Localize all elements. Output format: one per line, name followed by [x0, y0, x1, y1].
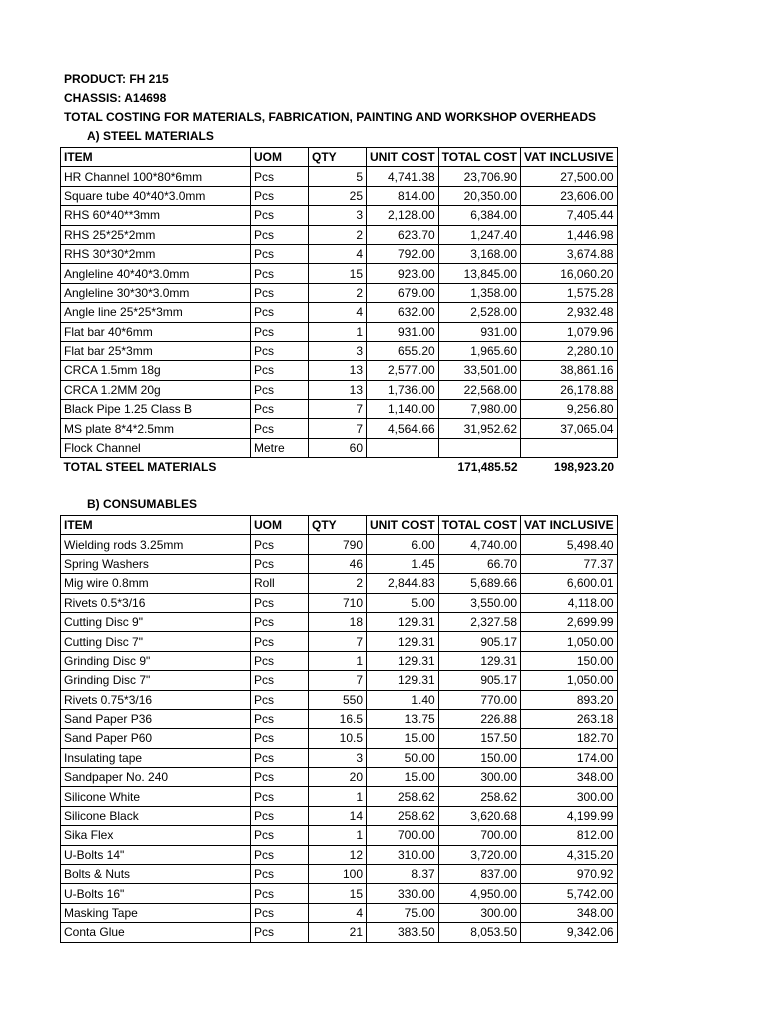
cell-qty: 3 [309, 341, 367, 360]
cell-vat-inclusive: 174.00 [521, 748, 618, 767]
table-row [61, 322, 618, 341]
cell-vat-inclusive: 263.18 [521, 709, 618, 728]
cell-vat-inclusive: 970.92 [521, 865, 618, 884]
cell-item: Bolts & Nuts [61, 865, 251, 884]
cell-total-cost: 770.00 [438, 690, 520, 709]
table-row [61, 806, 618, 825]
cell-total-cost: 3,550.00 [438, 593, 520, 612]
cell-total-cost: 13,845.00 [438, 264, 520, 283]
cell-qty: 790 [309, 535, 367, 554]
cell-total-cost: 150.00 [438, 748, 520, 767]
cell-item: Masking Tape [61, 903, 251, 922]
table-row [61, 593, 618, 612]
table-header-row [61, 148, 618, 167]
cell-vat-inclusive: 2,699.99 [521, 612, 618, 631]
cell-item: Wielding rods 3.25mm [61, 535, 251, 554]
cell-vat-inclusive: 38,861.16 [521, 361, 618, 380]
cell-total-cost: 2,327.58 [438, 612, 520, 631]
table-row [61, 361, 618, 380]
cell-qty: 13 [309, 361, 367, 380]
cell-qty: 15 [309, 264, 367, 283]
cell-vat-inclusive: 812.00 [521, 826, 618, 845]
cell-item: Cutting Disc 7" [61, 632, 251, 651]
table-row [61, 865, 618, 884]
cell-uom: Pcs [251, 748, 309, 767]
cell-uom: Pcs [251, 787, 309, 806]
cell-item: Mig wire 0.8mm [61, 574, 251, 593]
cell-unit-cost: 623.70 [367, 225, 439, 244]
cell-unit-cost: 1,736.00 [367, 380, 439, 399]
cell-vat-inclusive [521, 438, 618, 457]
cell-unit-cost: 15.00 [367, 768, 439, 787]
cell-total-cost: 3,168.00 [438, 244, 520, 263]
cell-item: U-Bolts 14" [61, 845, 251, 864]
cell-vat-inclusive: 1,079.96 [521, 322, 618, 341]
total-steel-row [61, 458, 618, 477]
total-empty-cell [367, 458, 439, 477]
cell-vat-inclusive: 7,405.44 [521, 206, 618, 225]
cell-unit-cost: 13.75 [367, 709, 439, 728]
cell-vat-inclusive: 3,674.88 [521, 244, 618, 263]
cell-qty: 7 [309, 632, 367, 651]
cell-uom: Pcs [251, 186, 309, 205]
cell-uom: Pcs [251, 865, 309, 884]
cell-vat-inclusive: 37,065.04 [521, 419, 618, 438]
cell-item: CRCA 1.5mm 18g [61, 361, 251, 380]
cell-uom: Roll [251, 574, 309, 593]
table-row [61, 845, 618, 864]
cell-item: Sandpaper No. 240 [61, 768, 251, 787]
cell-unit-cost: 2,844.83 [367, 574, 439, 593]
cell-item: Angle line 25*25*3mm [61, 303, 251, 322]
cell-qty: 10.5 [309, 729, 367, 748]
cell-vat-inclusive: 1,446.98 [521, 225, 618, 244]
cell-vat-inclusive: 893.20 [521, 690, 618, 709]
cell-uom: Pcs [251, 651, 309, 670]
cell-qty: 5 [309, 167, 367, 186]
table-row [61, 768, 618, 787]
cell-unit-cost: 814.00 [367, 186, 439, 205]
cell-item: Black Pipe 1.25 Class B [61, 400, 251, 419]
cell-vat-inclusive: 77.37 [521, 554, 618, 573]
cell-unit-cost: 700.00 [367, 826, 439, 845]
cell-unit-cost: 258.62 [367, 787, 439, 806]
cell-unit-cost [367, 438, 439, 457]
cell-uom: Pcs [251, 632, 309, 651]
column-header-item: ITEM [61, 148, 251, 167]
column-header-qty: QTY [309, 148, 367, 167]
cell-item: Rivets 0.75*3/16 [61, 690, 251, 709]
cell-item: MS plate 8*4*2.5mm [61, 419, 251, 438]
table-row [61, 612, 618, 631]
cell-uom: Pcs [251, 535, 309, 554]
table-row [61, 826, 618, 845]
table-row [61, 535, 618, 554]
table-row [61, 400, 618, 419]
cell-vat-inclusive: 1,575.28 [521, 283, 618, 302]
cell-qty: 2 [309, 225, 367, 244]
cell-qty: 46 [309, 554, 367, 573]
cell-total-cost: 8,053.50 [438, 923, 520, 942]
cell-vat-inclusive: 182.70 [521, 729, 618, 748]
cell-unit-cost: 8.37 [367, 865, 439, 884]
cell-unit-cost: 1.40 [367, 690, 439, 709]
cell-unit-cost: 4,741.38 [367, 167, 439, 186]
cell-qty: 4 [309, 303, 367, 322]
cell-unit-cost: 4,564.66 [367, 419, 439, 438]
cell-total-cost: 300.00 [438, 768, 520, 787]
column-header-item: ITEM [61, 516, 251, 535]
cell-unit-cost: 679.00 [367, 283, 439, 302]
table-row [61, 903, 618, 922]
cell-item: Rivets 0.5*3/16 [61, 593, 251, 612]
cell-uom: Pcs [251, 244, 309, 263]
column-header-vat-inclusive: VAT INCLUSIVE [521, 148, 618, 167]
cell-vat-inclusive: 16,060.20 [521, 264, 618, 283]
cell-qty: 4 [309, 244, 367, 263]
cell-qty: 4 [309, 903, 367, 922]
cell-total-cost: 4,950.00 [438, 884, 520, 903]
cell-uom: Pcs [251, 690, 309, 709]
table-row [61, 787, 618, 806]
document-title: TOTAL COSTING FOR MATERIALS, FABRICATION, PAINTING AND WORKSHOP OVERHEADS [64, 110, 597, 124]
column-header-total-cost: TOTAL COST [438, 148, 520, 167]
cell-uom: Pcs [251, 322, 309, 341]
cell-uom: Pcs [251, 303, 309, 322]
cell-item: Sika Flex [61, 826, 251, 845]
column-header-qty: QTY [309, 516, 367, 535]
cell-unit-cost: 129.31 [367, 671, 439, 690]
cell-qty: 20 [309, 768, 367, 787]
table-row [61, 419, 618, 438]
cell-uom: Pcs [251, 400, 309, 419]
cell-vat-inclusive: 26,178.88 [521, 380, 618, 399]
cell-qty: 1 [309, 651, 367, 670]
cell-item: Flat bar 40*6mm [61, 322, 251, 341]
column-header-vat-inclusive: VAT INCLUSIVE [521, 516, 618, 535]
cell-item: Square tube 40*40*3.0mm [61, 186, 251, 205]
cell-vat-inclusive: 23,606.00 [521, 186, 618, 205]
cell-uom: Pcs [251, 167, 309, 186]
cell-vat-inclusive: 9,256.80 [521, 400, 618, 419]
cell-unit-cost: 383.50 [367, 923, 439, 942]
cell-qty: 3 [309, 748, 367, 767]
cell-uom: Pcs [251, 729, 309, 748]
cell-unit-cost: 632.00 [367, 303, 439, 322]
cell-item: Sand Paper P60 [61, 729, 251, 748]
cell-unit-cost: 129.31 [367, 632, 439, 651]
cell-total-cost: 931.00 [438, 322, 520, 341]
cell-unit-cost: 15.00 [367, 729, 439, 748]
cell-vat-inclusive: 150.00 [521, 651, 618, 670]
cell-qty: 3 [309, 206, 367, 225]
cell-uom: Pcs [251, 206, 309, 225]
cell-vat-inclusive: 2,280.10 [521, 341, 618, 360]
cell-uom: Pcs [251, 884, 309, 903]
cell-total-cost: 1,247.40 [438, 225, 520, 244]
cell-uom: Metre [251, 438, 309, 457]
column-header-unit-cost: UNIT COST [367, 148, 439, 167]
column-header-unit-cost: UNIT COST [367, 516, 439, 535]
cell-unit-cost: 1,140.00 [367, 400, 439, 419]
cell-vat-inclusive: 1,050.00 [521, 671, 618, 690]
cell-uom: Pcs [251, 671, 309, 690]
cell-item: Angleline 40*40*3.0mm [61, 264, 251, 283]
cell-uom: Pcs [251, 612, 309, 631]
table-row [61, 264, 618, 283]
cell-item: RHS 60*40**3mm [61, 206, 251, 225]
cell-total-cost: 1,358.00 [438, 283, 520, 302]
cell-unit-cost: 75.00 [367, 903, 439, 922]
total-label: TOTAL STEEL MATERIALS [63, 460, 217, 475]
cell-uom: Pcs [251, 923, 309, 942]
cell-total-cost: 6,384.00 [438, 206, 520, 225]
table-row [61, 651, 618, 670]
cell-item: Flat bar 25*3mm [61, 341, 251, 360]
cell-vat-inclusive: 2,932.48 [521, 303, 618, 322]
cell-item: Sand Paper P36 [61, 709, 251, 728]
cell-uom: Pcs [251, 554, 309, 573]
cell-vat-inclusive: 5,498.40 [521, 535, 618, 554]
table-row [61, 341, 618, 360]
cell-uom: Pcs [251, 380, 309, 399]
table-row [61, 438, 618, 457]
cell-item: U-Bolts 16" [61, 884, 251, 903]
cell-total-cost: 700.00 [438, 826, 520, 845]
steel-section-title: A) STEEL MATERIALS [87, 129, 214, 143]
table-row [61, 574, 618, 593]
cell-qty: 13 [309, 380, 367, 399]
cell-uom: Pcs [251, 845, 309, 864]
table-row [61, 632, 618, 651]
cell-uom: Pcs [251, 341, 309, 360]
cell-total-cost: 22,568.00 [438, 380, 520, 399]
cell-total-cost: 66.70 [438, 554, 520, 573]
cell-qty: 12 [309, 845, 367, 864]
cell-total-cost: 3,620.68 [438, 806, 520, 825]
cell-vat-inclusive: 4,315.20 [521, 845, 618, 864]
cell-total-cost: 4,740.00 [438, 535, 520, 554]
cell-uom: Pcs [251, 264, 309, 283]
consumables-table [60, 515, 618, 943]
cell-vat-inclusive: 27,500.00 [521, 167, 618, 186]
cell-vat-inclusive: 300.00 [521, 787, 618, 806]
cell-total-cost: 258.62 [438, 787, 520, 806]
table-row [61, 206, 618, 225]
table-header-row [61, 516, 618, 535]
cell-item: Silicone White [61, 787, 251, 806]
total-cost-value: 171,485.52 [457, 460, 518, 475]
cell-uom: Pcs [251, 806, 309, 825]
cell-item: RHS 30*30*2mm [61, 244, 251, 263]
cell-unit-cost: 129.31 [367, 651, 439, 670]
table-row [61, 709, 618, 728]
cell-unit-cost: 1.45 [367, 554, 439, 573]
cell-qty: 100 [309, 865, 367, 884]
cell-qty: 710 [309, 593, 367, 612]
cell-qty: 1 [309, 322, 367, 341]
cell-item: HR Channel 100*80*6mm [61, 167, 251, 186]
table-row [61, 554, 618, 573]
cell-total-cost [438, 438, 520, 457]
table-row [61, 380, 618, 399]
cell-vat-inclusive: 348.00 [521, 768, 618, 787]
cell-uom: Pcs [251, 709, 309, 728]
cell-qty: 21 [309, 923, 367, 942]
column-header-uom: UOM [251, 148, 309, 167]
cell-item: CRCA 1.2MM 20g [61, 380, 251, 399]
cell-qty: 7 [309, 419, 367, 438]
cell-item: Angleline 30*30*3.0mm [61, 283, 251, 302]
cell-qty: 7 [309, 400, 367, 419]
cell-total-cost: 129.31 [438, 651, 520, 670]
table-row [61, 283, 618, 302]
column-header-total-cost: TOTAL COST [438, 516, 520, 535]
cell-total-cost: 300.00 [438, 903, 520, 922]
cell-vat-inclusive: 4,199.99 [521, 806, 618, 825]
table-row [61, 884, 618, 903]
cell-total-cost: 33,501.00 [438, 361, 520, 380]
cell-qty: 2 [309, 283, 367, 302]
cell-unit-cost: 50.00 [367, 748, 439, 767]
cell-item: Grinding Disc 7" [61, 671, 251, 690]
cell-qty: 14 [309, 806, 367, 825]
cell-qty: 7 [309, 671, 367, 690]
cell-uom: Pcs [251, 419, 309, 438]
vat-inclusive-total-value: 198,923.20 [554, 460, 615, 475]
cell-unit-cost: 310.00 [367, 845, 439, 864]
table-row [61, 671, 618, 690]
cell-total-cost: 20,350.00 [438, 186, 520, 205]
cell-vat-inclusive: 9,342.06 [521, 923, 618, 942]
cell-uom: Pcs [251, 283, 309, 302]
cell-total-cost: 3,720.00 [438, 845, 520, 864]
cell-uom: Pcs [251, 361, 309, 380]
cell-total-cost: 2,528.00 [438, 303, 520, 322]
cell-uom: Pcs [251, 826, 309, 845]
cell-total-cost: 23,706.90 [438, 167, 520, 186]
cell-total-cost: 7,980.00 [438, 400, 520, 419]
cell-uom: Pcs [251, 903, 309, 922]
table-row [61, 225, 618, 244]
cell-total-cost: 1,965.60 [438, 341, 520, 360]
cell-total-cost: 5,689.66 [438, 574, 520, 593]
cell-item: Insulating tape [61, 748, 251, 767]
consumables-section-title: B) CONSUMABLES [87, 497, 197, 511]
cell-qty: 1 [309, 826, 367, 845]
cell-total-cost: 157.50 [438, 729, 520, 748]
cell-total-cost: 31,952.62 [438, 419, 520, 438]
cell-qty: 18 [309, 612, 367, 631]
cell-vat-inclusive: 348.00 [521, 903, 618, 922]
cell-unit-cost: 258.62 [367, 806, 439, 825]
table-row [61, 729, 618, 748]
cell-unit-cost: 2,577.00 [367, 361, 439, 380]
cell-qty: 60 [309, 438, 367, 457]
cell-unit-cost: 5.00 [367, 593, 439, 612]
cell-item: Cutting Disc 9" [61, 612, 251, 631]
cell-vat-inclusive: 1,050.00 [521, 632, 618, 651]
table-row [61, 244, 618, 263]
cell-uom: Pcs [251, 225, 309, 244]
table-row [61, 167, 618, 186]
cell-item: Flock Channel [61, 438, 251, 457]
cell-qty: 16.5 [309, 709, 367, 728]
cell-unit-cost: 655.20 [367, 341, 439, 360]
cell-unit-cost: 931.00 [367, 322, 439, 341]
cell-item: Grinding Disc 9" [61, 651, 251, 670]
cell-vat-inclusive: 6,600.01 [521, 574, 618, 593]
table-row [61, 923, 618, 942]
cell-qty: 15 [309, 884, 367, 903]
cell-qty: 1 [309, 787, 367, 806]
chassis-line: CHASSIS: A14698 [64, 91, 167, 105]
product-line: PRODUCT: FH 215 [64, 72, 169, 86]
cell-item: Silicone Black [61, 806, 251, 825]
table-row [61, 186, 618, 205]
cell-qty: 550 [309, 690, 367, 709]
cell-item: RHS 25*25*2mm [61, 225, 251, 244]
table-row [61, 748, 618, 767]
table-row [61, 690, 618, 709]
cell-unit-cost: 330.00 [367, 884, 439, 903]
cell-unit-cost: 129.31 [367, 612, 439, 631]
cell-item: Conta Glue [61, 923, 251, 942]
column-header-uom: UOM [251, 516, 309, 535]
cell-qty: 25 [309, 186, 367, 205]
cell-vat-inclusive: 5,742.00 [521, 884, 618, 903]
cell-total-cost: 905.17 [438, 671, 520, 690]
cell-unit-cost: 923.00 [367, 264, 439, 283]
cell-total-cost: 837.00 [438, 865, 520, 884]
cell-unit-cost: 792.00 [367, 244, 439, 263]
cell-qty: 2 [309, 574, 367, 593]
cell-item: Spring Washers [61, 554, 251, 573]
steel-materials-table [60, 147, 618, 477]
cell-total-cost: 905.17 [438, 632, 520, 651]
cell-total-cost: 226.88 [438, 709, 520, 728]
cell-uom: Pcs [251, 768, 309, 787]
table-row [61, 303, 618, 322]
cell-unit-cost: 6.00 [367, 535, 439, 554]
cell-vat-inclusive: 4,118.00 [521, 593, 618, 612]
cell-uom: Pcs [251, 593, 309, 612]
cell-unit-cost: 2,128.00 [367, 206, 439, 225]
